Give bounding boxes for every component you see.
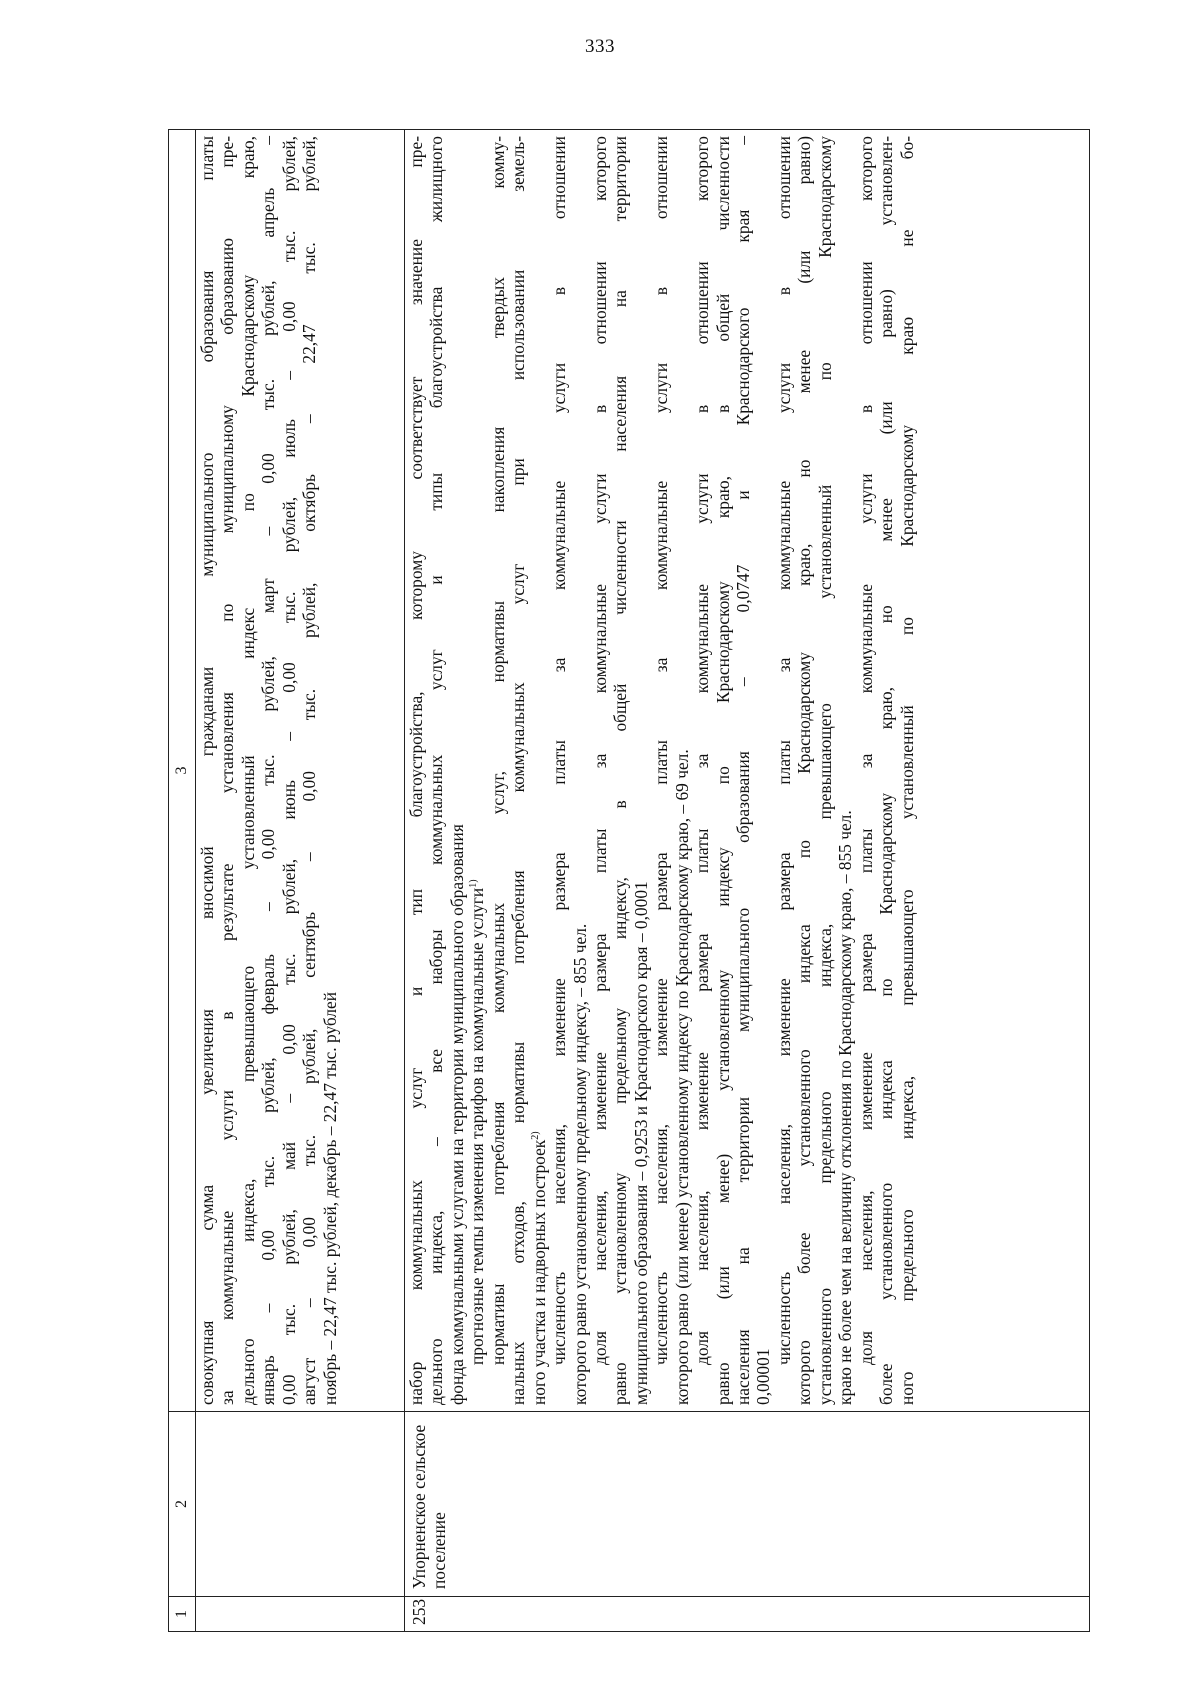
row-number-cell: 253: [405, 1597, 1090, 1632]
text-line: август – 0,00 тыс. рублей, сентябрь – 0,00 тыс. рублей, октябрь – 22,47 тыс. рублей,: [299, 136, 320, 1405]
text-line: более установленного индекса по Краснодарскому краю, но менее (или равно) установлен-: [876, 136, 897, 1405]
text-line: которого более установленного индекса по Краснодарскому краю, но менее (или равно): [794, 136, 815, 1405]
text-line: доля населения, изменение размера платы за коммунальные услуги в отношении которого: [589, 136, 610, 1365]
text-line: которого равно установленному предельному индексу, – 855 чел.: [569, 923, 590, 1405]
text-line: равно установленному предельному индексу, в общей численности населения на территории: [610, 136, 631, 1405]
page-number: 333: [585, 36, 615, 57]
footnote-marker: 1): [468, 879, 480, 888]
text-line: которого равно (или менее) установленному индексу по Краснодарскому краю, – 69 чел.: [671, 749, 692, 1405]
text-line: численность населения, изменение размера платы за коммунальные услуги в отношении: [651, 136, 672, 1365]
text-line: набор коммунальных услуг и тип благоустройства, которому соответствует значение пре-: [406, 136, 426, 1405]
table-header-row: [169, 130, 196, 1632]
text-line: численность населения, изменение размера платы за коммунальные услуги в отношении: [773, 136, 794, 1365]
text-line: 0,00001: [753, 1348, 774, 1405]
text-line: ноябрь – 22,47 тыс. рублей, декабрь – 22,47 тыс. рублей: [319, 991, 340, 1405]
table-row: [405, 130, 1090, 1632]
text-line: дельного индекса, превышающего установленный индекс по Краснодарскому краю,: [237, 136, 258, 1405]
text-line: ного участка и надворных построек$^{2)}$: [528, 1131, 549, 1405]
column-header-2: 2: [169, 1412, 196, 1597]
text-line: совокупная сумма увеличения вносимой гражданами муниципального образования платы: [197, 136, 217, 1405]
text-line: январь – 0,00 тыс. рублей, февраль – 0,00 тыс. рублей, март – 0,00 тыс. рублей, апрель –: [258, 136, 279, 1405]
text-line: за коммунальные услуги в результате установления по муниципальному образованию пре-: [217, 136, 238, 1405]
text-line: установленного предельного индекса, превышающего установленный по Краснодарскому: [814, 136, 835, 1405]
text-line: муниципального образования – 0,9253 и Краснодарского края – 0,0001: [630, 881, 651, 1405]
table-row: [196, 130, 405, 1632]
text-line: численность населения, изменение размера платы за коммунальные услуги в отношении: [549, 136, 570, 1365]
text-line: 0,00 тыс. рублей, май – 0,00 тыс. рублей, июнь – 0,00 тыс. рублей, июль – 0,00 тыс. рублей,: [278, 136, 299, 1405]
text-line: равно (или менее) установленному индексу по Краснодарскому краю, в общей численности: [712, 136, 733, 1405]
column-header-1: 1: [169, 1597, 196, 1632]
municipality-name-cell: Упорненское сельское поселение: [405, 1412, 1090, 1597]
text-line: доля населения, изменение размера платы за коммунальные услуги в отношении которого: [855, 136, 876, 1365]
text-line: дельного индекса, – все наборы коммунальных услуг и типы благоустройства жилищного: [426, 136, 447, 1405]
footnote-marker: 2): [529, 1131, 541, 1140]
text-line: прогнозные темпы изменения тарифов на коммунальные услуги$^{1)}$: [467, 879, 488, 1365]
description-cell: [405, 130, 1090, 1412]
column-header-3: 3: [169, 130, 196, 1412]
text-line: доля населения, изменение размера платы за коммунальные услуги в отношении которого: [692, 136, 713, 1365]
row-number-cell: [196, 1597, 405, 1632]
text-line: населения на территории муниципального образования – 0,0747 и Краснодарского края –: [733, 136, 753, 1405]
text-line: нальных отходов, нормативы потребления коммунальных услуг при использовании земель-: [508, 136, 529, 1405]
rotated-table-container: [168, 130, 1090, 1632]
text-line: фонда коммунальными услугами на территории муниципального образования: [446, 824, 467, 1405]
description-cell: [196, 130, 405, 1412]
text-line: краю не более чем на величину отклонения по Краснодарскому краю, – 855 чел.: [835, 810, 856, 1405]
text-line: нормативы потребления коммунальных услуг, нормативы накопления твердых комму-: [487, 136, 508, 1365]
data-table: [168, 129, 1090, 1632]
text-line: ного предельного индекса, превышающего установленный по Краснодарскому краю не бо-: [896, 136, 917, 1405]
municipality-name-cell: [196, 1412, 405, 1597]
